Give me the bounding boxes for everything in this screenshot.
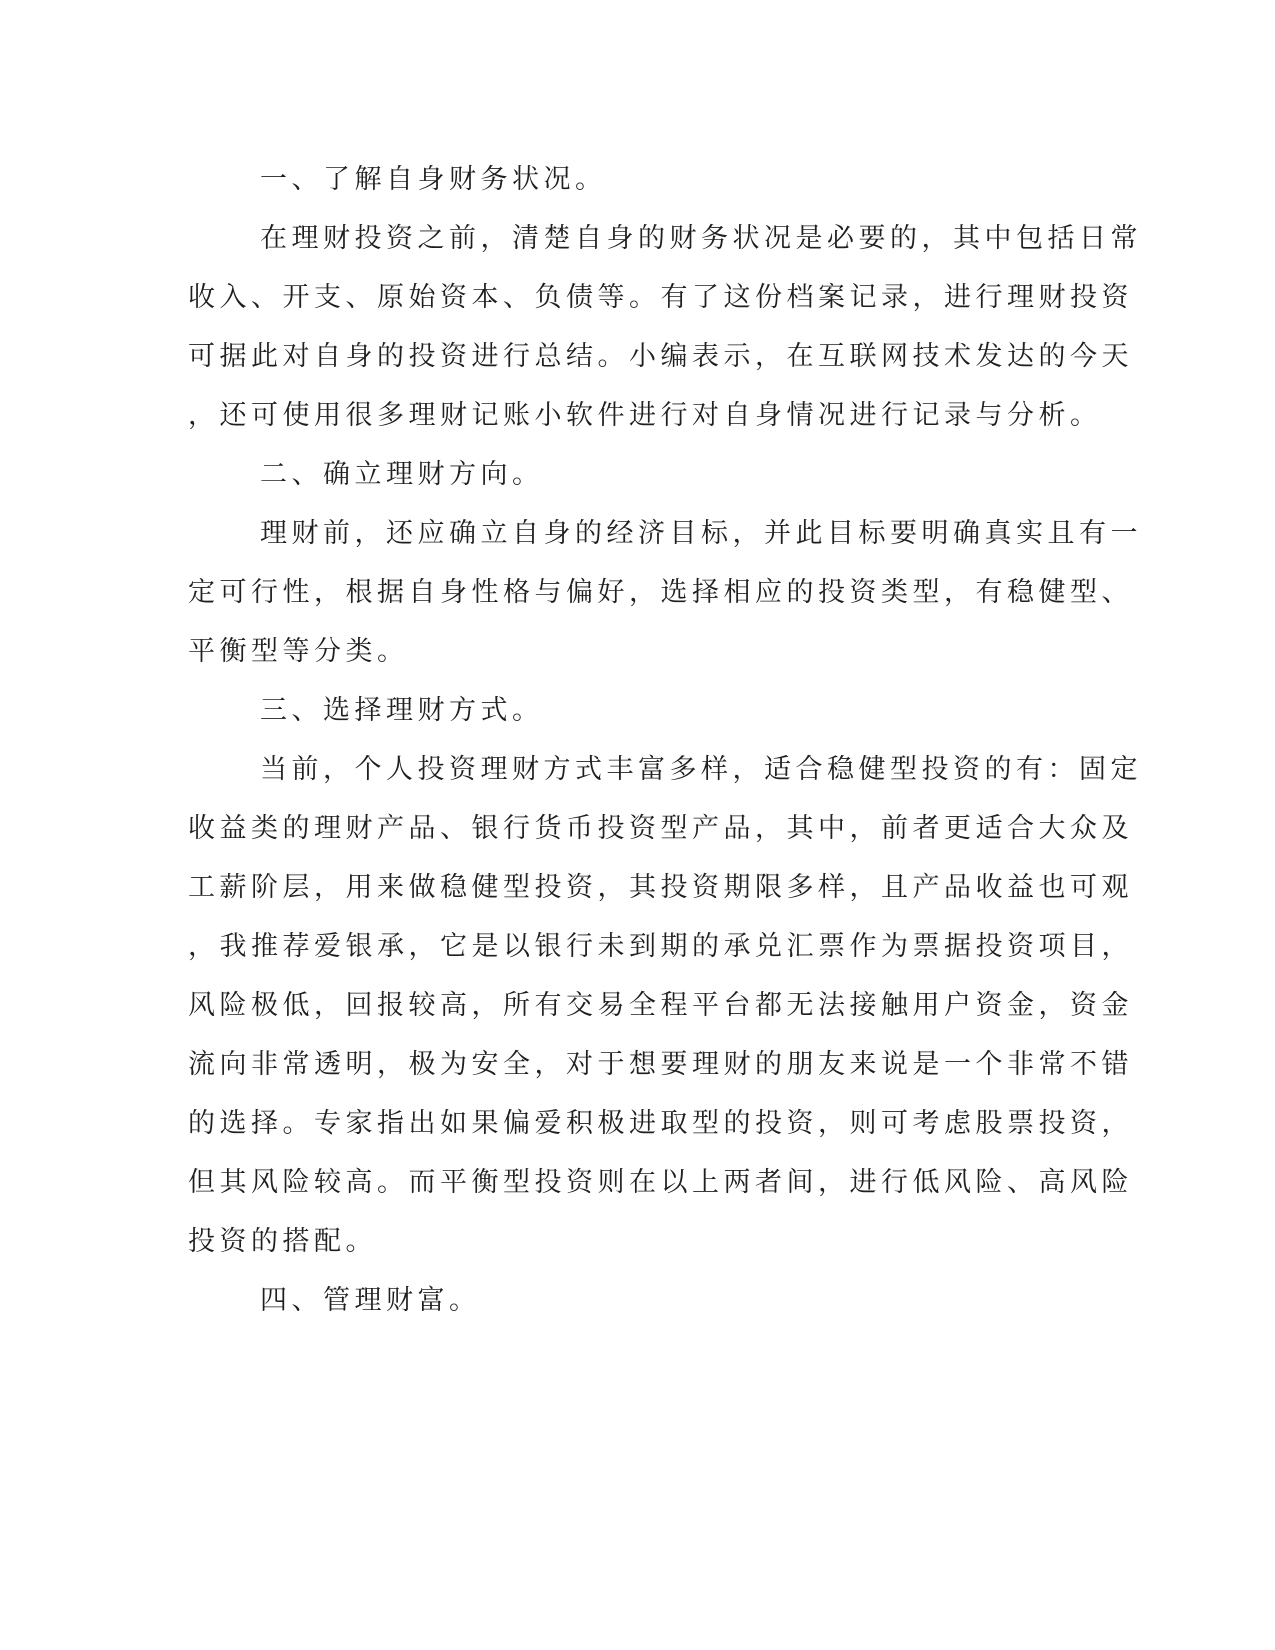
paragraph-3-line-4: ，我推荐爱银承，它是以银行未到期的承兑汇票作为票据投资项目，: [188, 931, 1133, 962]
paragraph-3-line-3: 工薪阶层，用来做稳健型投资，其投资期限多样，且产品收益也可观: [188, 872, 1133, 903]
paragraph-3-line-8: 但其风险较高。而平衡型投资则在以上两者间，进行低风险、高风险: [188, 1167, 1133, 1198]
paragraph-3-line-7: 的选择。专家指出如果偏爱积极进取型的投资，则可考虑股票投资，: [188, 1108, 1133, 1139]
paragraph-2-line-3: 平衡型等分类。: [188, 636, 409, 667]
paragraph-1-line-2: 收入、开支、原始资本、负债等。有了这份档案记录，进行理财投资: [188, 282, 1133, 313]
section-heading-2: 二、确立理财方向。: [260, 459, 544, 490]
section-heading-1: 一、了解自身财务状况。: [260, 164, 607, 195]
paragraph-3-line-6: 流向非常透明，极为安全，对于想要理财的朋友来说是一个非常不错: [188, 1049, 1133, 1080]
paragraph-3-line-2: 收益类的理财产品、银行货币投资型产品，其中，前者更适合大众及: [188, 813, 1133, 844]
paragraph-1-line-4: ，还可使用很多理财记账小软件进行对自身情况进行记录与分析。: [188, 400, 1102, 431]
section-heading-4: 四、管理财富。: [260, 1285, 481, 1316]
paragraph-1-line-3: 可据此对自身的投资进行总结。小编表示，在互联网技术发达的今天: [188, 341, 1133, 372]
paragraph-2-line-1: 理财前，还应确立自身的经济目标，并此目标要明确真实且有一: [260, 518, 1142, 549]
section-heading-3: 三、选择理财方式。: [260, 695, 544, 726]
paragraph-3-line-1: 当前，个人投资理财方式丰富多样，适合稳健型投资的有：固定: [260, 754, 1142, 785]
paragraph-1-line-1: 在理财投资之前，清楚自身的财务状况是必要的，其中包括日常: [260, 223, 1142, 254]
paragraph-3-line-9: 投资的搭配。: [188, 1226, 377, 1257]
paragraph-2-line-2: 定可行性，根据自身性格与偏好，选择相应的投资类型，有稳健型、: [188, 577, 1133, 608]
paragraph-3-line-5: 风险极低，回报较高，所有交易全程平台都无法接触用户资金，资金: [188, 990, 1133, 1021]
